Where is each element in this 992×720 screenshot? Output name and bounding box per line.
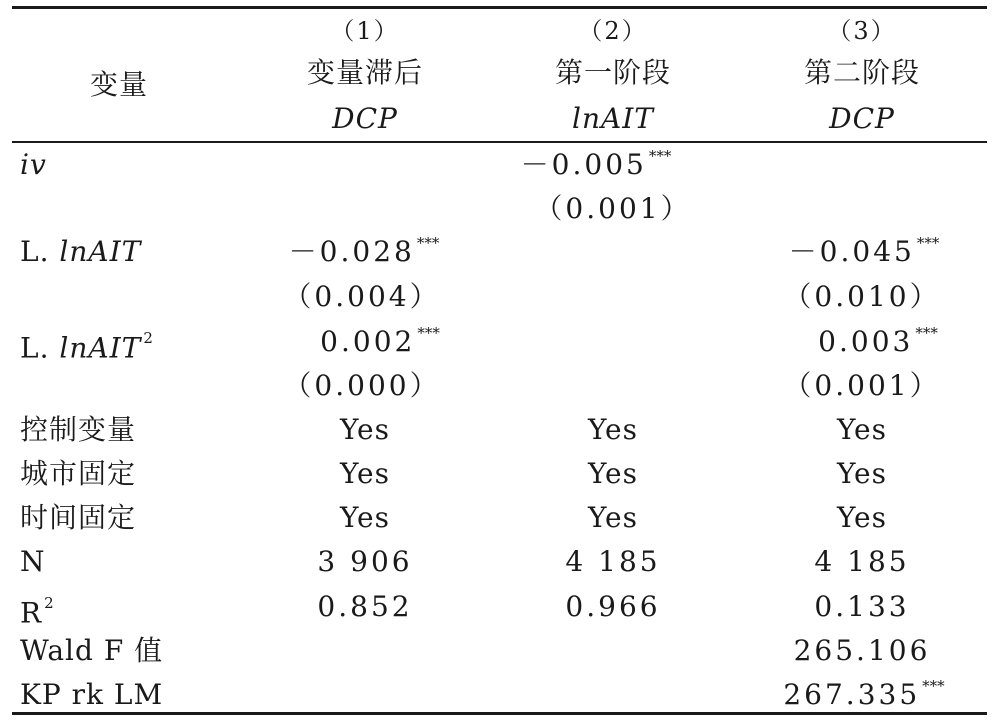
l-lnait-sq-coef-col3: 0.003 *** (818, 324, 938, 358)
controls-col1: Yes (340, 413, 390, 446)
city-fe-col2: Yes (588, 457, 638, 490)
city-fe-col3: Yes (837, 457, 887, 490)
col2-title: 第一阶段 (554, 56, 672, 89)
row-label-controls: 控制变量 (20, 413, 137, 446)
iv-coef-col2: －0.005 *** (520, 147, 672, 181)
col1-title: 变量滞后 (306, 56, 424, 89)
r2-col3: 0.133 (814, 590, 910, 623)
l-lnait-sq-se-col1: （0.000） (283, 369, 441, 402)
iv-se-col2: （0.001） (534, 192, 692, 225)
row-label-l-lnait-sq: L. lnAIT $^2$ (20, 329, 154, 365)
l-lnait-sq-coef-col1: 0.002 *** (320, 324, 440, 358)
n-col1: 3 906 (317, 545, 413, 578)
time-fe-col1: Yes (340, 501, 390, 534)
col2-number: （2） (578, 17, 648, 45)
kp-lm-col3: 267.335 *** (783, 677, 945, 711)
col3-title: 第二阶段 (803, 56, 921, 89)
n-col3: 4 185 (814, 545, 910, 578)
variable-header: 变量 (90, 68, 149, 101)
n-col2: 4 185 (565, 545, 661, 578)
top-rule (12, 6, 987, 9)
wald-f-col3: 265.106 (793, 634, 931, 667)
row-label-n: N (20, 545, 46, 578)
l-lnait-coef-col1: －0.028 *** (288, 234, 440, 268)
row-label-l-lnait: L. lnAIT (20, 235, 142, 268)
col1-dep-var: DCP (332, 102, 398, 135)
time-fe-col3: Yes (837, 501, 887, 534)
controls-col3: Yes (837, 413, 887, 446)
row-label-kp-lm: KP rk LM (20, 678, 164, 711)
row-label-iv: iv (20, 148, 47, 181)
row-label-r2: R $^2$ (20, 594, 55, 630)
l-lnait-se-col3: （0.010） (783, 280, 941, 313)
row-label-wald-f: Wald F 值 (20, 634, 164, 667)
col3-dep-var: DCP (829, 102, 895, 135)
city-fe-col1: Yes (340, 457, 390, 490)
l-lnait-sq-se-col3: （0.001） (783, 369, 941, 402)
l-lnait-coef-col3: －0.045 *** (788, 234, 940, 268)
header-rule (12, 141, 987, 143)
r2-col1: 0.852 (317, 590, 413, 623)
l-lnait-se-col1: （0.004） (283, 280, 441, 313)
col1-number: （1） (330, 17, 400, 45)
controls-col2: Yes (588, 413, 638, 446)
time-fe-col2: Yes (588, 501, 638, 534)
row-label-city-fe: 城市固定 (20, 457, 137, 490)
col2-dep-var: lnAIT (572, 102, 654, 135)
col3-number: （3） (827, 17, 897, 45)
row-label-time-fe: 时间固定 (20, 501, 137, 534)
r2-col2: 0.966 (565, 590, 661, 623)
